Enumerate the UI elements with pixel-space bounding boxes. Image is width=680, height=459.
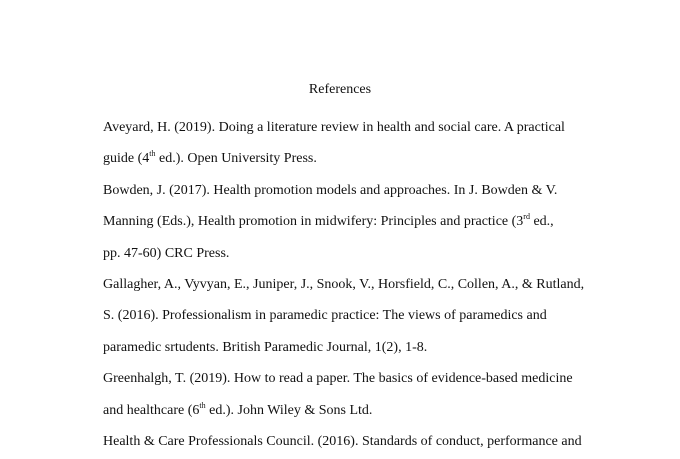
reference-entry xyxy=(103,363,593,426)
ordinal-superscript: rd xyxy=(523,212,530,222)
reference-entry xyxy=(103,426,593,457)
reference-line: Aveyard, H. (2019). Doing a literature review in health and social care. A practical xyxy=(103,120,565,135)
reference-line: Health & Care Professionals Council. (2016). Standards of conduct, performance and xyxy=(103,434,582,450)
reference-line: paramedic srtudents. British Paramedic Journal, 1(2), 1-8. xyxy=(103,339,428,355)
reference-line: Greenhalgh, T. (2019). How to read a paper. The basics of evidence-based medicine xyxy=(103,371,573,387)
reference-line: Bowden, J. (2017). Health promotion models and approaches. In J. Bowden & V. xyxy=(103,182,558,198)
ordinal-superscript: th xyxy=(199,400,206,410)
reference-entry xyxy=(103,175,593,269)
reference-entry xyxy=(103,112,593,175)
reference-line: pp. 47-60) CRC Press. xyxy=(103,245,230,261)
reference-entry xyxy=(103,269,593,363)
reference-line: S. (2016). Professionalism in paramedic practice: The views of paramedics and xyxy=(103,308,547,324)
references-heading: References xyxy=(308,82,372,97)
reference-list xyxy=(103,112,593,457)
reference-line: Gallagher, A., Vyvyan, E., Juniper, J., Snook, V., Horsfield, C., Collen, A., & Rutland, xyxy=(103,277,585,293)
reference-line: guide (4th ed.). Open University Press. xyxy=(103,149,317,167)
ordinal-superscript: th xyxy=(149,149,156,159)
reference-line: Manning (Eds.), Health promotion in midwifery: Principles and practice (3rd ed., xyxy=(103,212,554,230)
reference-line: and healthcare (6th ed.). John Wiley & Sons Ltd. xyxy=(103,400,373,418)
